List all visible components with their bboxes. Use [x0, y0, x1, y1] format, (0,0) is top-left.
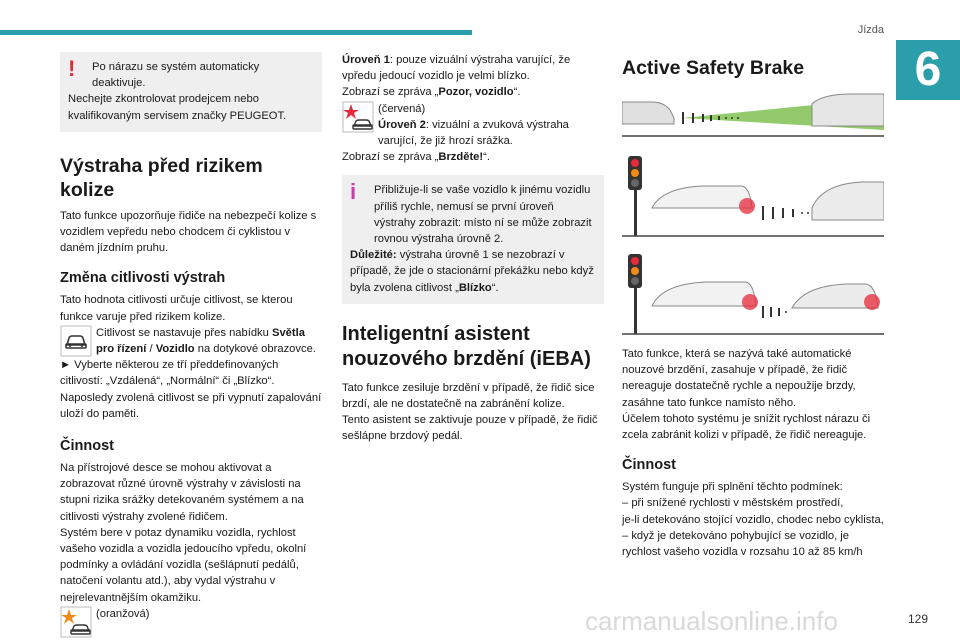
section-label: Jízda	[857, 24, 884, 36]
column-1	[60, 52, 322, 638]
orange-collision-alert-icon	[60, 606, 92, 638]
sensitivity-memory: Naposledy zvolená citlivost se při vypnutí zapalování uloží do paměti.	[60, 391, 322, 420]
section-title-active-safety-brake: Active Safety Brake	[622, 57, 805, 79]
info-text-1: Přibližuje-li se vaše vozidlo k jinému vozidlu příliš rychle, nemusí se první úroveň výstrahy zobrazit: místo ní se může zobrazit rovnou výstraha úrovně 2.	[374, 184, 592, 246]
collision-intro: Tato funkce upozorňuje řidiče na nebezpečí kolize s vozidlem vepředu nebo chodcem či cyklistou v daném jízdním pruhu.	[60, 209, 317, 255]
ieba-text-2: Tento asistent se zaktivuje pouze v případě, že řidič sešlápne brzdový pedál.	[342, 414, 598, 443]
column-2	[342, 52, 604, 445]
red-level2-text: (červená) Úroveň 2: vizuální a zvuková výstraha varující, že již hrozí srážka.	[378, 102, 569, 148]
sensitivity-text: Tato hodnota citlivosti určuje citlivost, se kterou funkce varuje před rizikem kolize.	[60, 294, 293, 323]
warning-text-2: Nechejte zkontrolovat prodejcem nebo kvalifikovaným servisem značky PEUGEOT.	[68, 93, 287, 122]
asb-text-1: Tato funkce, která se nazývá také automatické nouzové brzdění, zasahuje v případě, že řidič nereaguje dostatečně rychle a nepoužije brzdy, zasáhne tato funkce namísto něho.	[622, 348, 856, 409]
sensitivity-bullet: ► Vyberte některou ze tří předdefinovaných citlivostí: „Vzdálená“, „Normální“ či „Blízko“.	[60, 359, 279, 388]
asb-conditions-intro: Systém funguje při splnění těchto podmínek:	[622, 481, 843, 494]
red-alert-line	[342, 101, 604, 150]
asb-condition-2: je-li detekováno stojící vozidlo, chodec nebo cyklista,	[622, 513, 884, 526]
subsection-title-operation-asb: Činnost	[622, 457, 676, 474]
asb-condition-3: – když je detekováno pohybující se vozidlo, je rychlost vašeho vozidla v rozsahu 10 až 85 km/h	[622, 529, 863, 559]
column-3	[622, 52, 884, 560]
operation-text-1: Na přístrojové desce se mohou aktivovat a zobrazovat různé úrovně výstrahy v závislosti na stupni rizika srážky detekovaném systémem a na citlivosti výstrahy zvolené řidičem.	[60, 462, 304, 523]
level1-text: Úroveň 1: pouze vizuální výstraha varující, že vpředu jedoucí vozidlo je velmi blízko.	[342, 54, 571, 83]
car-settings-icon	[60, 325, 92, 357]
warning-exclamation-icon: !	[68, 56, 76, 81]
operation-text-2: Systém bere v potaz dynamiku vozidla, rychlost vašeho vozidla a vozidla jedoucího vpředu, okolní podmínky a ovládání vozidla (sešlápnutí pedálů, natočení volantu atd.), aby vydal výstrahu v nejrelevantnějším okamžiku.	[60, 526, 307, 604]
asb-text-2: Účelem tohoto systému je snížit rychlost nárazu či zcela zabránit kolizi v případě, že řidič nereaguje.	[622, 412, 871, 442]
settings-instruction-text: Citlivost se nastavuje přes nabídku Světla pro řízení / Vozidlo na dotykové obrazovce.	[96, 326, 316, 356]
header-accent-bar	[0, 30, 472, 35]
level2-message: Zobrazí se zpráva „Brzděte!“.	[342, 151, 490, 164]
level1-message: Zobrazí se zpráva „Pozor, vozidlo“.	[342, 86, 521, 99]
info-box	[342, 175, 604, 303]
illustration-braking	[622, 246, 884, 338]
warning-box	[60, 52, 322, 132]
illustration-detection	[622, 88, 884, 142]
info-icon: i	[350, 179, 357, 205]
info-text-2: Důležité: výstraha úrovně 1 se nezobrazí v případě, že jde o stacionární překážku nebo když byla zvolena citlivost „Blízko“.	[350, 249, 594, 294]
illustration-vehicle-alert	[622, 148, 884, 240]
section-title-ieba: Inteligentní asistent nouzového brzdění (iEBA)	[342, 322, 591, 370]
settings-instruction	[60, 325, 322, 357]
page-number: 129	[907, 612, 928, 626]
subsection-title-operation: Činnost	[60, 438, 114, 455]
orange-label: (oranžová)	[96, 607, 150, 620]
chapter-number-tab: 6	[896, 40, 960, 100]
warning-text-1: Po nárazu se systém automaticky deaktivuje.	[92, 61, 260, 90]
red-collision-alert-icon	[342, 101, 374, 133]
ieba-text-1: Tato funkce zesiluje brzdění v případě, že řidič sice brzdí, ale ne dostatečně na zabránění kolize.	[342, 381, 595, 411]
subsection-title-sensitivity: Změna citlivosti výstrah	[60, 270, 226, 287]
watermark: carmanualsonline.info	[585, 606, 838, 636]
asb-condition-1: – při snížené rychlosti v městském prostředí,	[622, 497, 844, 510]
orange-alert-line	[60, 606, 322, 638]
section-title-collision-warning: Výstraha před rizikem kolize	[60, 154, 263, 201]
